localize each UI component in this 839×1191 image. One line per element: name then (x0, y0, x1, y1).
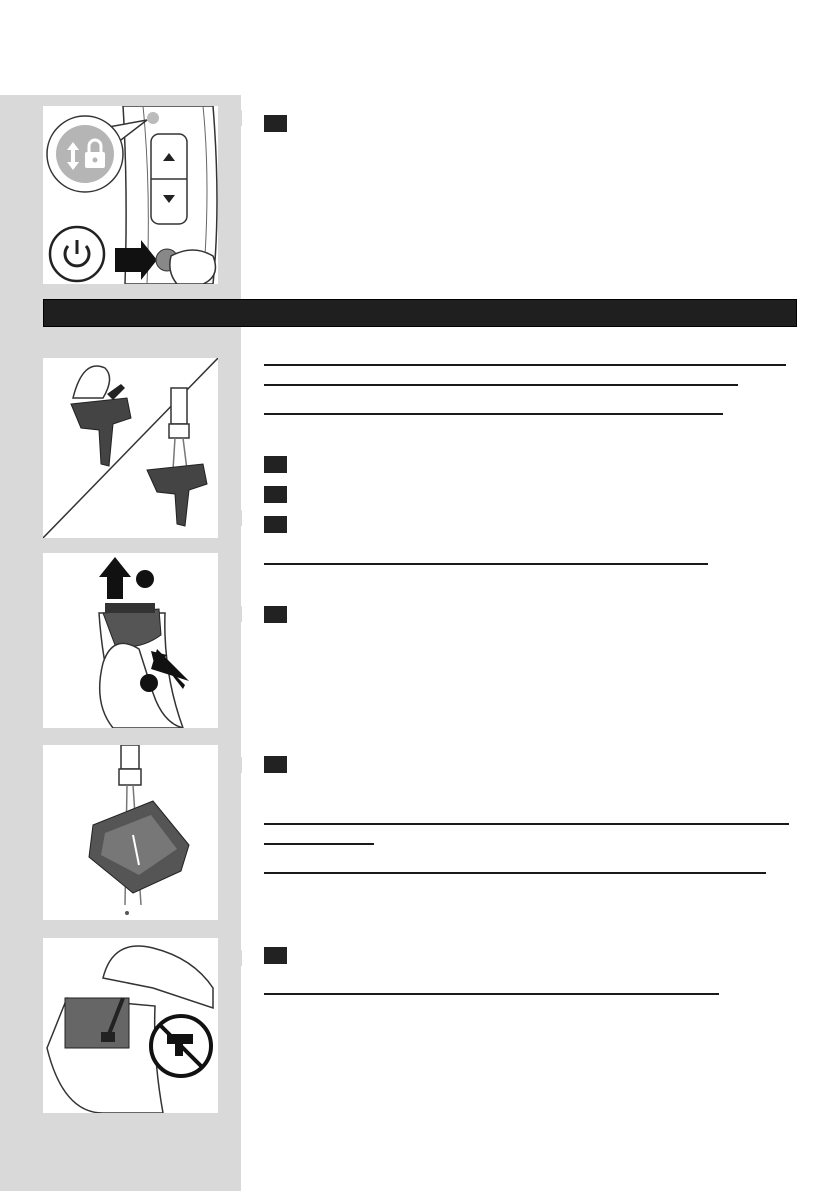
blade-icon (89, 801, 189, 893)
section-header-bar (43, 299, 797, 327)
callout-pointer (218, 110, 242, 126)
brush-clean-panel (43, 938, 218, 1113)
step-number-box (264, 115, 287, 132)
text-line (264, 843, 374, 845)
text-line (264, 413, 723, 415)
lock-panel (43, 106, 218, 284)
callout-pointer (218, 510, 242, 526)
text-line (264, 384, 738, 386)
no-water-icon (151, 1016, 211, 1076)
tap-icon (169, 388, 189, 470)
step-number-box (264, 756, 287, 773)
step-number-box (264, 456, 287, 473)
callout-pointer (218, 950, 242, 966)
text-line (264, 993, 719, 995)
text-line (264, 364, 786, 366)
comb-rinse-panel (43, 358, 218, 538)
callout-pointer (218, 757, 242, 773)
text-line (264, 823, 789, 825)
callout-pointer (218, 606, 242, 622)
step-number-box (264, 516, 287, 533)
step-number-box (264, 947, 287, 964)
text-line (264, 563, 708, 565)
comb-icon (71, 366, 131, 466)
step-number-box (264, 486, 287, 503)
step-number-box (264, 606, 287, 623)
blade-rinse-panel (43, 745, 218, 920)
text-line (264, 872, 766, 874)
blade-removal-panel (43, 553, 218, 728)
power-icon (50, 227, 104, 281)
arrow-up-icon (99, 557, 154, 599)
